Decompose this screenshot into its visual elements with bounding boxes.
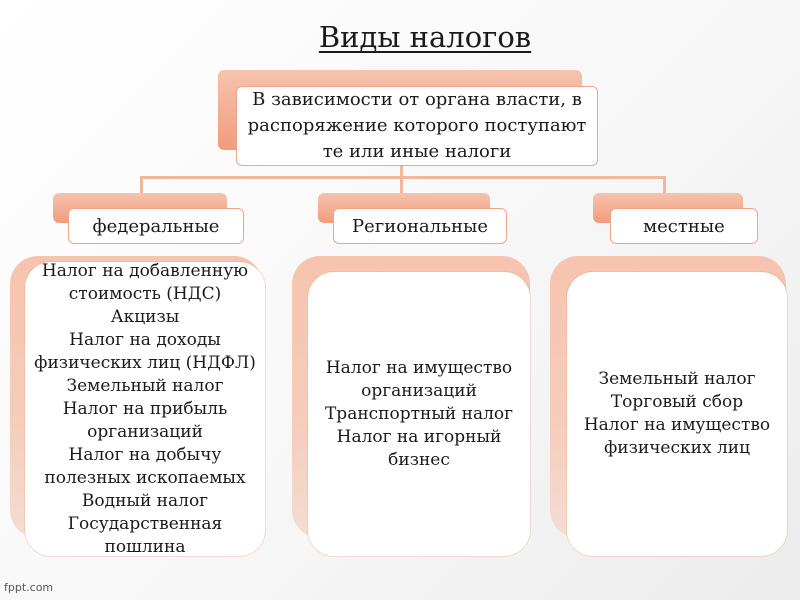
connector-regional: [400, 176, 403, 194]
tax-item: Земельный налог: [598, 369, 756, 389]
tax-item: Транспортный налог: [324, 403, 514, 424]
tax-item: Налог на добавленную стоимость (НДС): [41, 260, 249, 304]
category-local-box: [610, 208, 758, 244]
category-local-label: местные: [643, 215, 725, 237]
root-box: [236, 86, 598, 166]
federal-tax-list: [29, 260, 261, 559]
category-regional-box: [333, 208, 507, 244]
regional-panel: [308, 272, 530, 556]
tax-item: Налог на имущество физических лиц: [583, 415, 771, 458]
tax-item: Налог на добычу полезных ископаемых: [44, 444, 246, 488]
tax-item: Водный налог: [81, 490, 209, 511]
root-text: В зависимости от органа власти, в распоряжение которого поступают те или иные налоги: [247, 89, 587, 162]
tax-item: Налог на доходы физических лиц (НДФЛ): [34, 329, 256, 373]
local-tax-list: [577, 368, 777, 460]
tax-item: Акцизы: [110, 306, 180, 327]
federal-panel: [25, 262, 265, 556]
connector-federal: [140, 176, 143, 194]
tax-item: Налог на прибыль организаций: [62, 398, 228, 442]
tax-item: Торговый сбор: [610, 392, 744, 412]
connector-horizontal: [140, 176, 666, 179]
category-federal-label: федеральные: [92, 215, 220, 237]
connector-local: [663, 176, 666, 194]
tax-item: Налог на имущество организаций: [325, 357, 513, 401]
watermark: fppt.com: [4, 581, 54, 594]
tax-item: Земельный налог: [66, 375, 224, 396]
page-title: Виды налогов: [318, 20, 532, 54]
regional-tax-list: [318, 357, 520, 472]
tax-item: Налог на игорный бизнес: [336, 426, 502, 470]
local-panel: [567, 272, 787, 556]
tax-item: Государственная пошлина: [67, 513, 223, 557]
category-federal-box: [68, 208, 244, 244]
category-regional-label: Региональные: [352, 215, 488, 237]
